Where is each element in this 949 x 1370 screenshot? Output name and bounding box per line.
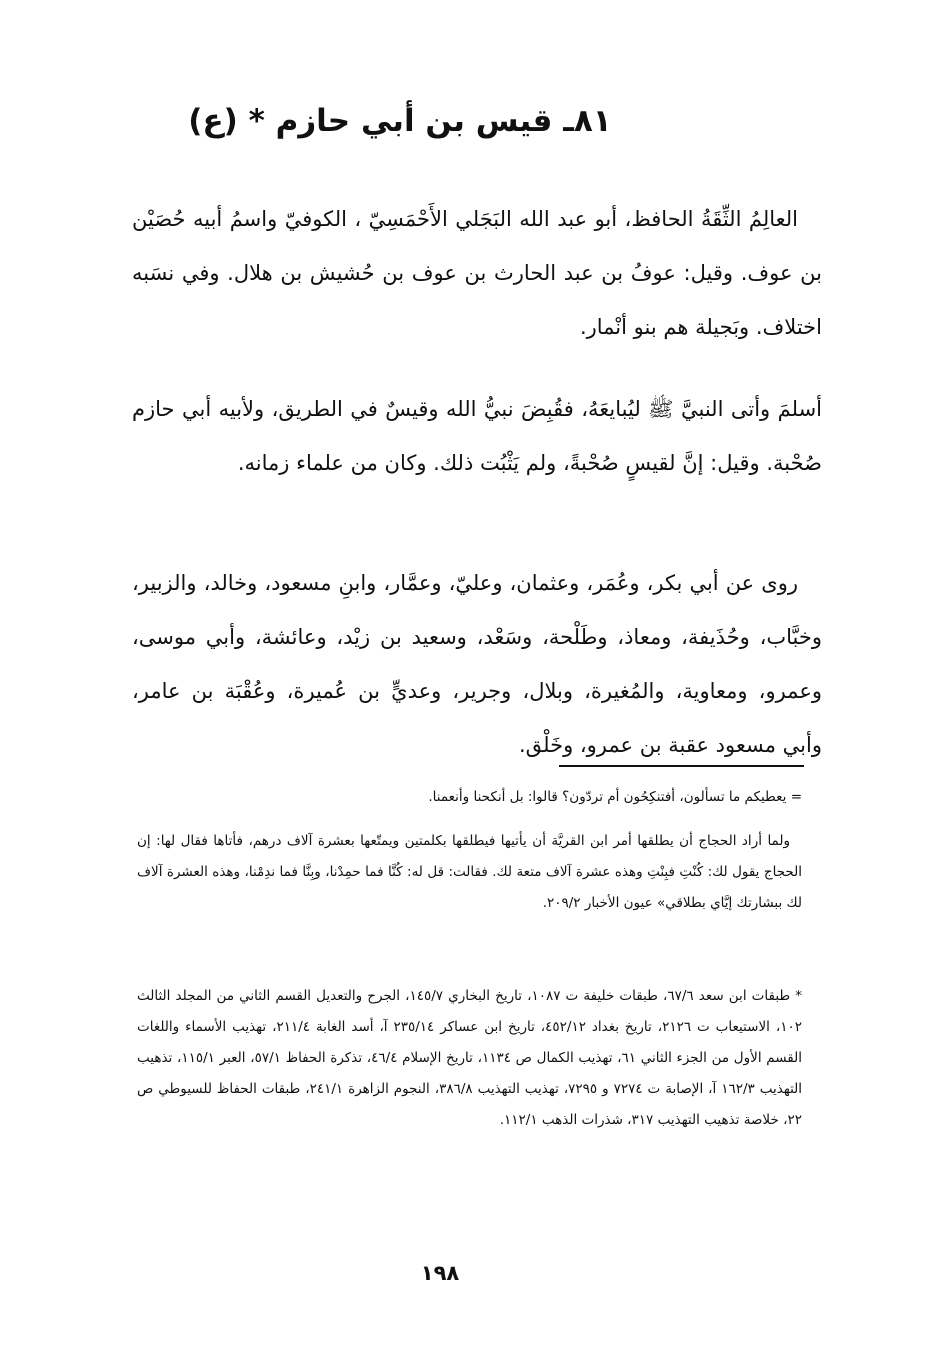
body-paragraph-3: روى عن أبي بكر، وعُمَر، وعثمان، وعليّ، وعمَّار، وابنِ مسعود، وخالد، والزبير، وخبَّاب، وحُذَيفة، ومعاذ، وطَلْحة، وسَعْد، وسعيد بن زيْد، وعائشة، وأبي موسى، وعمرو، ومعاوية، والمُغيرة، وبلال، وجرير، وعديٍّ بن عُميرة، وعُقْبَة بن عامر، وأبي مسعود عقبة بن عمرو، وخَلْق. <box>132 571 822 757</box>
body-paragraph-2: أسلمَ وأتى النبيَّ ﷺ ليُبايعَهُ، فقُبِضَ نبيُّ الله وقيسٌ في الطريق، ولأبيه أبي حازم صُحْبة. وقيل: إنَّ لقيسٍ صُحْبةً، ولم يَثْبُت ذلك. وكان من علماء زمانه. <box>132 397 822 475</box>
footnote-separator <box>559 765 804 767</box>
page-number: ١٩٨ <box>420 1261 460 1285</box>
body-paragraph-1: العالِمُ الثِّقَةُ الحافظ، أبو عبد الله البَجَلي الأَحْمَسِيّ ، الكوفيّ واسمُ أبيه حُصَيْن بن عوف. وقيل: عوفُ بن عبد الحارث بن عوف بن حُشيش بن هلال. وفي نسَبه اختلاف. وبَجيلة هم بنو أنْمار. <box>132 207 822 339</box>
footnote-story: ولما أراد الحجاج أن يطلقها أمر ابن القريَّة أن يأتيها فيطلقها بكلمتين ويمتّعها بعشرة آلاف درهم، فأتاها فقال لها: إن الحجاج يقول لك: كُنْتِ فبِنْتِ وهذه عشرة آلاف متعة لك. فقالت: قل له: كُنَّا فما حمِدْنا، وبِنَّا فما ندِمْنا، وهذه العشرة آلاف لك ببشارتك إيَّاي بطلاقي» عيون الأخبار ٢٠٩/٢. <box>137 833 802 911</box>
footnote-sources: * طبقات ابن سعد ٦٧/٦، طبقات خليفة ت ١٠٨٧، تاريخ البخاري ١٤٥/٧، الجرح والتعديل القسم الثاني من المجلد الثالث ١٠٢، الاستيعاب ت ٢١٢٦، تاريخ بغداد ٤٥٢/١٢، تاريخ ابن عساكر ٢٣٥/١٤ آ، أسد الغابة ٢١١/٤، تهذيب الأسماء واللغات القسم الأول من الجزء الثاني ٦١، تهذيب الكمال ص ١١٣٤، تاريخ الإسلام ٤٦/٤، تذكرة الحفاظ ٥٧/١، العبر ١١٥/١، تذهيب التهذيب ١٦٢/٣ آ، الإصابة ت ٧٢٧٤ و ٧٢٩٥، تهذيب التهذيب ٣٨٦/٨، النجوم الزاهرة ٢٤١/١، طبقات الحفاظ للسيوطي ص ٢٢، خلاصة تذهيب التهذيب ٣١٧، شذرات الذهب ١١٢/١. <box>137 988 803 1128</box>
footnote-continuation: = يعطيكم ما تسألون، أفتنكِحُون أم تردّون؟ قالوا: بل أنكحنا وأنعمنا. <box>428 789 802 805</box>
page-title: ٨١ـ قيس بن أبي حازم * (ع) <box>188 103 612 139</box>
